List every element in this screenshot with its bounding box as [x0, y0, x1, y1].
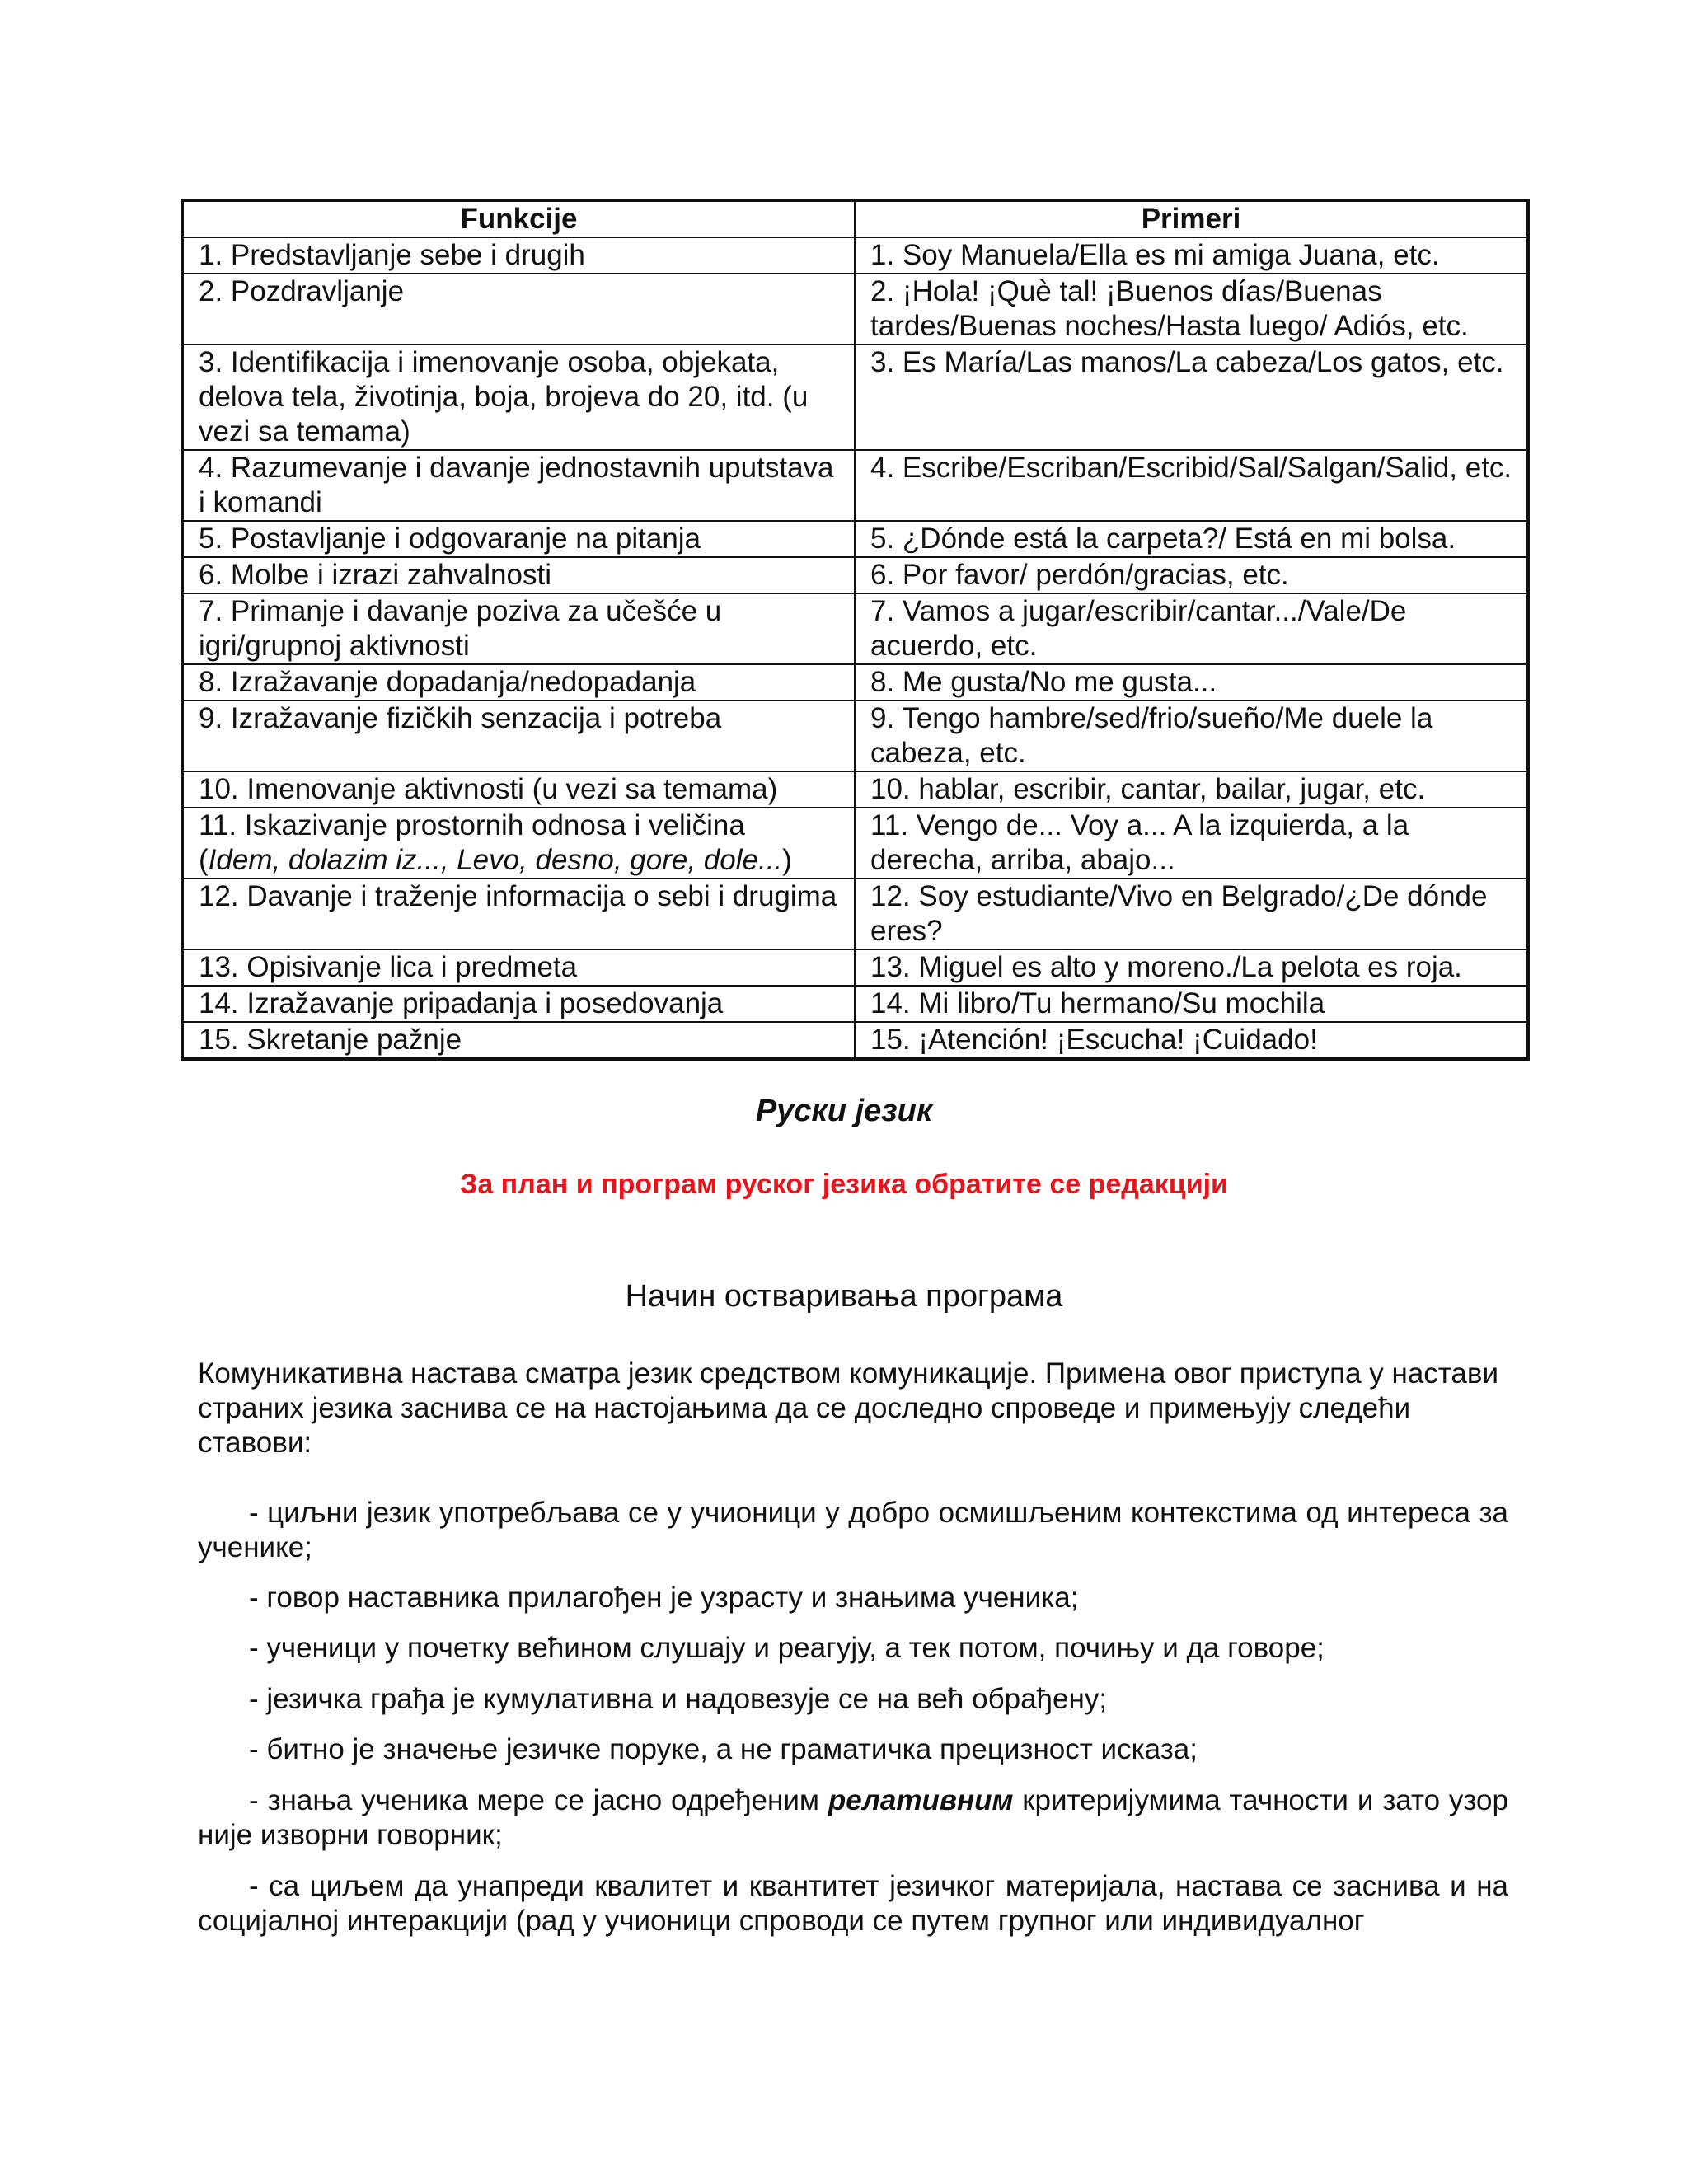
table-row: [182, 274, 1528, 344]
table-row: [182, 664, 1528, 701]
table-row: [182, 1022, 1528, 1059]
paren-open: (: [199, 844, 209, 876]
function-cell: 9. Izražavanje fizičkih senzacija i potreba: [182, 701, 855, 771]
list-item: - са циљем да унапреди квалитет и квантитет језичког материјала, настава се заснива и на социјалној интеракцији (рад у учионици спроводи се путем групног или индивидуалног: [198, 1870, 1508, 1937]
list-item: - ученици у почетку већином слушају и реагују, а тек потом, почињу и да говоре;: [249, 1632, 1325, 1664]
example-cell: 2. ¡Hola! ¡Què tal! ¡Buenos días/Buenas tardes/Buenas noches/Hasta luego/ Adiós, etc.: [855, 274, 1528, 344]
example-cell: 10. hablar, escribir, cantar, bailar, jugar, etc.: [855, 771, 1528, 808]
example-cell: 4. Escribe/Escriban/Escribid/Sal/Salgan/Salid, etc.: [855, 450, 1528, 521]
table-row: [182, 771, 1528, 808]
list-item: [198, 1783, 1508, 1853]
header-funkcije: Funkcije: [182, 200, 855, 237]
function-cell: 2. Pozdravljanje: [182, 274, 855, 344]
list-item: - језичка грађа је кумулативна и надовезује се на већ обрађену;: [249, 1683, 1108, 1715]
function-cell: 14. Izražavanje pripadanja i posedovanja: [182, 986, 855, 1022]
table-row: [182, 557, 1528, 593]
example-cell: 13. Miguel es alto y moreno./La pelota es roja.: [855, 949, 1528, 986]
list-item-text: критеријумима тачности и зато узор није изворни говорник;: [198, 1784, 1508, 1851]
function-cell: 13. Opisivanje lica i predmeta: [182, 949, 855, 986]
example-cell: 8. Me gusta/No me gusta...: [855, 664, 1528, 701]
table-row: [182, 521, 1528, 557]
table-row: [182, 949, 1528, 986]
example-cell: 11. Vengo de... Voy a... A la izquierda, a la derecha, arriba, abajo...: [855, 808, 1528, 879]
table-row: [182, 237, 1528, 274]
function-cell: 12. Davanje i traženje informacija o sebi i drugima: [182, 879, 855, 949]
emphasis-relative: релативним: [828, 1784, 1014, 1816]
header-primeri: Primeri: [855, 200, 1528, 237]
function-cell: 5. Postavljanje i odgovaranje na pitanja: [182, 521, 855, 557]
example-cell: 15. ¡Atención! ¡Escucha! ¡Cuidado!: [855, 1022, 1528, 1059]
example-cell: 3. Es María/Las manos/La cabeza/Los gatos, etc.: [855, 344, 1528, 450]
table-header-row: [182, 200, 1528, 237]
example-cell: 12. Soy estudiante/Vivo en Belgrado/¿De dónde eres?: [855, 879, 1528, 949]
function-cell: 1. Predstavljanje sebe i drugih: [182, 237, 855, 274]
function-cell: 15. Skretanje pažnje: [182, 1022, 855, 1059]
example-cell: 6. Por favor/ perdón/gracias, etc.: [855, 557, 1528, 593]
intro-paragraph: Комуникативна настава сматра језик средством комуникације. Примена овог приступа у настави страних језика заснива се на настојањима да се доследно спроведе и примењују следећи ставови:: [198, 1357, 1499, 1459]
section-heading: Руски језик: [755, 1094, 933, 1128]
function-cell: 3. Identifikacija i imenovanje osoba, objekata, delova tela, životinja, boja, brojeva do 20, itd. (u vezi sa temama): [182, 344, 855, 450]
function-cell: 7. Primanje i davanje poziva za učešće u igri/grupnoj aktivnosti: [182, 593, 855, 664]
table-row: [182, 879, 1528, 949]
table-row: [182, 701, 1528, 771]
function-cell: 8. Izražavanje dopadanja/nedopadanja: [182, 664, 855, 701]
spatial-words: Idem, dolazim iz..., Levo, desno, gore, dole...: [208, 844, 783, 876]
example-cell: 5. ¿Dónde está la carpeta?/ Está en mi bolsa.: [855, 521, 1528, 557]
example-cell: 9. Tengo hambre/sed/frio/sueño/Me duele la cabeza, etc.: [855, 701, 1528, 771]
table-row: [182, 344, 1528, 450]
function-cell: 6. Molbe i izrazi zahvalnosti: [182, 557, 855, 593]
list-item: - циљни језик употребљава се у учионици у добро осмишљеним контекстима од интереса за ученике;: [198, 1497, 1508, 1563]
function-text: 11. Iskazivanje prostornih odnosa i veličina: [199, 809, 745, 841]
function-cell: 4. Razumevanje i davanje jednostavnih uputstava i komandi: [182, 450, 855, 521]
function-cell: [182, 808, 855, 879]
paren-close: ): [782, 844, 792, 876]
example-cell: 14. Mi libro/Tu hermano/Su mochila: [855, 986, 1528, 1022]
list-item: - говор наставника прилагођен је узрасту и знањима ученика;: [249, 1582, 1079, 1614]
table-row: [182, 450, 1528, 521]
editorial-note: За план и програм руског језика обратите се редакцији: [460, 1169, 1228, 1200]
table-row: [182, 986, 1528, 1022]
functions-table: [181, 199, 1530, 1061]
table-row: [182, 593, 1528, 664]
list-item-text: - знања ученика мере се јасно одређеним: [249, 1784, 819, 1816]
example-cell: 7. Vamos a jugar/escribir/cantar.../Vale/De acuerdo, etc.: [855, 593, 1528, 664]
example-cell: 1. Soy Manuela/Ella es mi amiga Juana, etc.: [855, 237, 1528, 274]
list-item: - битно је значење језичке поруке, а не граматичка прецизност исказа;: [249, 1733, 1198, 1765]
table-row: [182, 808, 1528, 879]
function-cell: 10. Imenovanje aktivnosti (u vezi sa temama): [182, 771, 855, 808]
section-subheading: Начин остваривања програма: [625, 1279, 1063, 1314]
